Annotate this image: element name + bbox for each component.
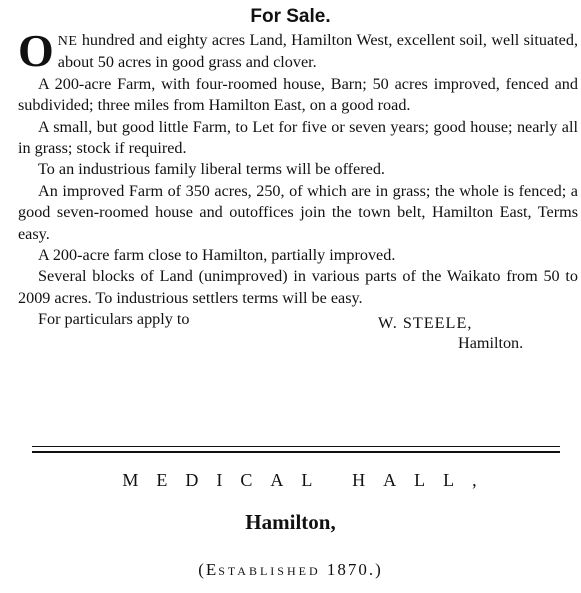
medical-hall-heading: MEDICAL HALL, [122, 470, 495, 490]
established-word: STABLISHED [218, 564, 321, 578]
ad-intro-paragraph [18, 25, 578, 76]
contact-place: Hamilton. [458, 334, 524, 353]
ad-contact [18, 309, 578, 353]
medical-hall-place: Hamilton, [245, 510, 336, 534]
section-divider [32, 446, 560, 453]
contact-name: W. STEELE, [378, 314, 473, 333]
ad-paragraph: To an industrious family liberal terms will be offered. [38, 160, 385, 179]
established-line [0, 560, 581, 580]
ad-paragraph: A small, but good little Farm, to Let for five or seven years; good house; nearly all in grass; stock if required. [18, 117, 578, 158]
established-open: (E [198, 560, 219, 579]
ad-body [18, 25, 578, 353]
ad-paragraph: An improved Farm of 350 acres, 250, of which are in grass; the whole is fenced; a good seven-roomed house and outoffices join the town belt, Hamilton East, Terms easy. [18, 181, 578, 243]
ad-title: For Sale. [250, 6, 331, 27]
intro-text: hundred and eighty acres Land, Hamilton West, excellent soil, well situated, about 50 acres in good grass and clover. [57, 31, 578, 72]
ad-paragraph: A 200-acre Farm, with four-roomed house, Barn; 50 acres improved, fenced and subdivided; three miles from Hamilton East, on a good road. [18, 74, 578, 115]
established-year: 1870.) [320, 560, 383, 579]
drop-cap: O [18, 25, 54, 76]
ad-paragraph: A 200-acre farm close to Hamilton, partially improved. [38, 246, 396, 265]
intro-caps: NE [57, 34, 78, 49]
ad-paragraph: Several blocks of Land (unimproved) in various parts of the Waikato from 50 to 2009 acres. To industrious settlers terms will be easy. [18, 267, 578, 307]
contact-lead: For particulars apply to [38, 310, 190, 329]
